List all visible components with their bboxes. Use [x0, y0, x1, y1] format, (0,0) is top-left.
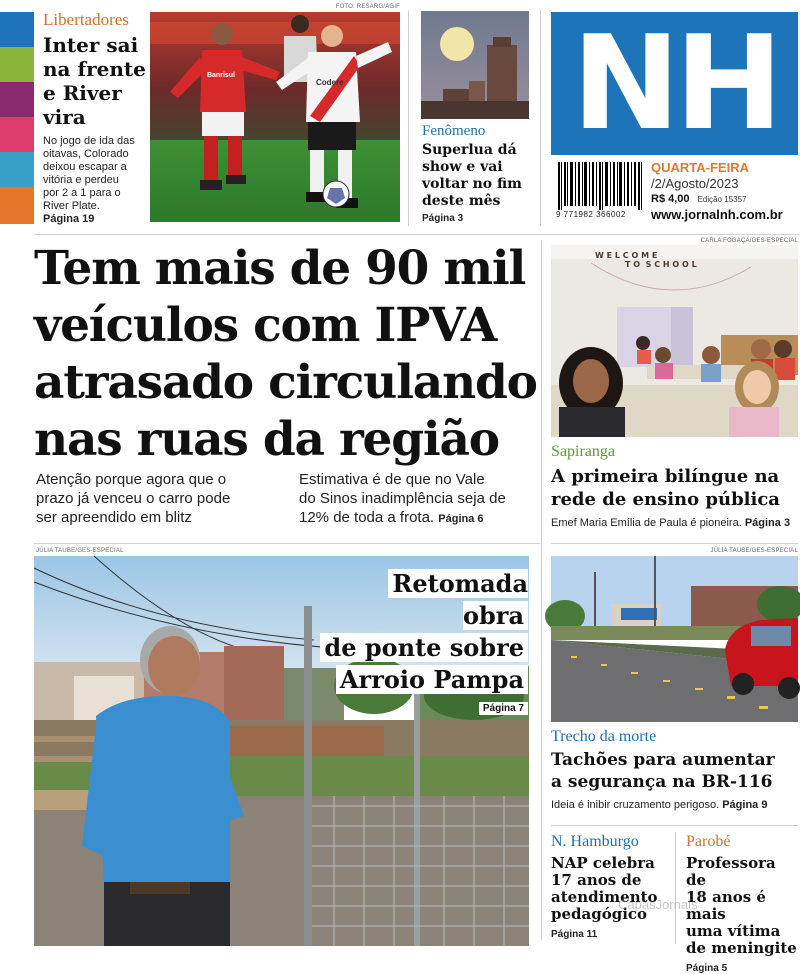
- top-story-summary: No jogo de ida das oitavas, Colorado deixou escapar a vitória e perdeu por 2 a 1 para o River Plate. Página 19: [43, 135, 149, 226]
- barcode-number: 9 771982 366002: [556, 210, 626, 219]
- moon-story-headline: Superlua dá show e vai voltar no fim deste mês: [422, 142, 522, 209]
- teacher-story-headline: Professora de 18 anos é mais uma vítima de meningite: [686, 854, 797, 957]
- road-photo[interactable]: [551, 556, 798, 722]
- bridge-story-page: Página 7: [479, 702, 528, 715]
- top-story[interactable]: [43, 10, 149, 230]
- top-story-page: Página 19: [43, 213, 95, 225]
- sidebar-swatch: [0, 82, 34, 117]
- divider: [541, 240, 542, 940]
- photo-credit: JÚLIA TAUBE/GES-ESPECIAL: [36, 548, 124, 554]
- school-story-summary: Emef Maria Emília de Paula é pioneira. Página 3: [551, 517, 791, 529]
- school-story[interactable]: [551, 442, 798, 529]
- divider: [34, 543, 540, 544]
- nap-story-page: Página 11: [551, 929, 598, 940]
- divider: [34, 234, 800, 235]
- teacher-story[interactable]: [686, 832, 799, 974]
- divider: [675, 832, 676, 944]
- photo-credit: FOTO: RESARG/AGIF: [335, 4, 400, 10]
- shirt-sponsor-right: Codere: [316, 78, 344, 87]
- sidebar-swatch: [0, 12, 34, 47]
- price: R$ 4,00: [651, 193, 690, 205]
- weekday: QUARTA-FEIRA: [651, 160, 749, 175]
- sidebar-swatch: [0, 117, 34, 152]
- photo-credit: CARLA FOGAÇA/GES-ESPECIAL: [700, 238, 798, 244]
- shirt-sponsor-left: Banrisul: [207, 72, 236, 79]
- divider: [551, 825, 798, 826]
- highway-image: [551, 556, 798, 722]
- main-headline: Tem mais de 90 mil veículos com IPVA atrasado circulando nas ruas da região: [34, 241, 537, 467]
- masthead-info: [651, 160, 799, 224]
- price-row: [651, 193, 799, 205]
- sidebar-swatch: [0, 187, 34, 224]
- school-photo[interactable]: [551, 245, 798, 437]
- nap-story-headline: NAP celebra 17 anos de atendimento pedagógico: [551, 854, 658, 923]
- main-story-page: Página 6: [438, 513, 484, 525]
- main-deck-left: Atenção porque agora que o prazo já venceu o carro pode ser apreendido em blitz: [36, 471, 231, 526]
- road-story-headline: Tachões para aumentar a segurança na BR-116: [551, 750, 775, 792]
- nap-story-kicker: N. Hamburgo: [551, 833, 639, 850]
- school-story-headline: A primeira bilíngue na rede de ensino pública: [551, 466, 780, 510]
- date: /2/Agosto/2023: [651, 176, 739, 191]
- bridge-headline: Retomada obra de ponte sobre Arroio Pampa: [320, 568, 528, 696]
- top-story-headline: Inter sai na frente e River vira: [43, 33, 146, 129]
- moon-story[interactable]: [422, 122, 542, 224]
- road-story-kicker: Trecho da morte: [551, 728, 657, 745]
- website-link[interactable]: www.jornalnh.com.br: [651, 207, 783, 222]
- moon-story-kicker: Fenômeno: [422, 123, 486, 139]
- moon-story-page: Página 3: [422, 213, 464, 224]
- divider: [551, 543, 798, 544]
- logo-text: NH: [571, 7, 778, 159]
- color-sidebar: [0, 12, 34, 224]
- top-story-kicker: Libertadores: [43, 10, 129, 29]
- barcode-image: [556, 162, 644, 210]
- bridge-headline-box: [320, 568, 528, 716]
- sidebar-swatch: [0, 152, 34, 187]
- football-image: [150, 12, 400, 222]
- teacher-story-kicker: Parobé: [686, 833, 731, 850]
- teacher-story-page: Página 5: [686, 963, 728, 974]
- road-story[interactable]: [551, 727, 798, 811]
- welcome-banner: W E L C O M E T O S C H O O L: [595, 251, 697, 269]
- watermark: CapasJornais: [618, 897, 698, 912]
- divider: [408, 10, 409, 226]
- divider: [540, 10, 541, 226]
- road-story-summary: Ideia é inibir cruzamento perigoso. Página 9: [551, 799, 768, 811]
- edition: Edição 15357: [697, 195, 747, 204]
- moon-photo[interactable]: [421, 11, 529, 119]
- main-deck-right: Estimativa é de que no Vale do Sinos inadimplência seja de 12% de toda a frota. Página 6: [299, 471, 506, 526]
- classroom-image: [551, 245, 798, 437]
- masthead-logo[interactable]: [551, 7, 798, 159]
- main-story[interactable]: [34, 240, 540, 468]
- school-story-kicker: Sapiranga: [551, 443, 615, 460]
- photo-credit: JÚLIA TAUBE/GES-ESPECIAL: [710, 548, 798, 554]
- football-photo[interactable]: [150, 12, 400, 222]
- sidebar-swatch: [0, 47, 34, 82]
- supermoon-image: [421, 11, 529, 119]
- nap-story[interactable]: [551, 832, 673, 940]
- barcode: [556, 162, 644, 220]
